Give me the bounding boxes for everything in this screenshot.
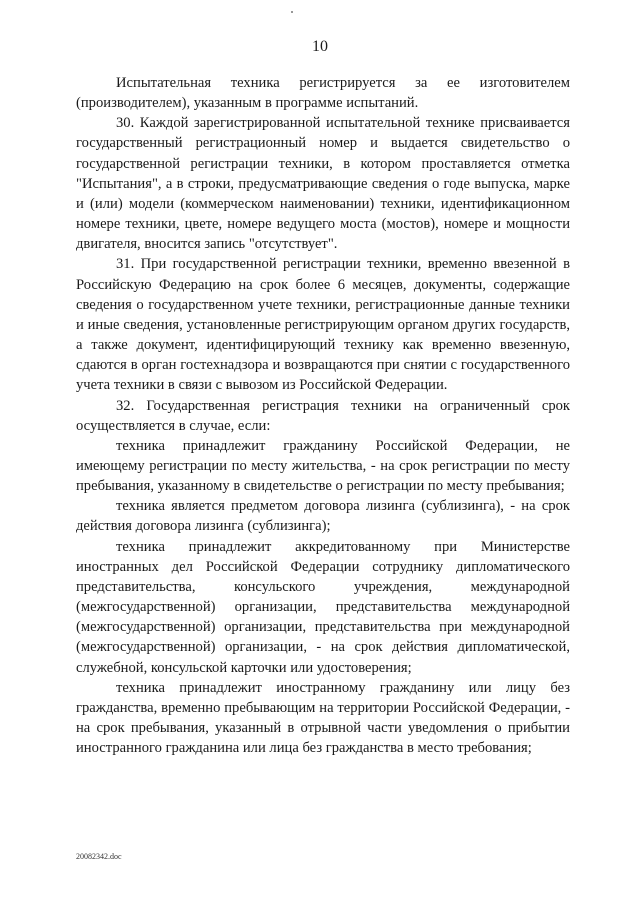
page-number: 10 bbox=[312, 38, 328, 55]
paragraph-leasing-case: техника является предметом договора лизинга (сублизинга), - на срок действия договора лизинга (сублизинга); bbox=[76, 498, 570, 535]
paragraph-citizen-case: техника принадлежит гражданину Российской Федерации, не имеющему регистрации по месту жительства, - на срок регистрации по месту пребывания, указанному в свидетельстве о регистрации по месту пребывания; bbox=[76, 437, 570, 495]
document-body bbox=[76, 73, 570, 758]
paragraph-clause-31: 31. При государственной регистрации техники, временно ввезенной в Российскую Федерацию на срок более 6 месяцев, документы, содержащие сведения о государственном учете техники, регистрационные данные техники и иные сведения, установленные регистрирующим органом других государств, а также документ, идентифицирующий технику как временно ввезенную, сдаются в орган гостехнадзора и возвращаются при снятии с государственного учета техники в связи с вывозом из Российской Федерации. bbox=[76, 256, 570, 394]
paragraph-diplomatic-case: техника принадлежит аккредитованному при Министерстве иностранных дел Российской Федерации сотруднику дипломатического представительства, консульского учреждения, международной (межгосударственной) организации, представительства международной (межгосударственной) организации, представительства при международной (межгосударственной) организации, - на срок действия дипломатической, служебной, консульской карточки или удостоверения; bbox=[76, 538, 570, 676]
scan-speck bbox=[291, 11, 293, 13]
paragraph-foreigner-case: техника принадлежит иностранному гражданину или лицу без гражданства, временно пребывающим на территории Российской Федерации, - на срок пребывания, указанный в отрывной части уведомления о прибытии иностранного гражданина или лица без гражданства в место требования; bbox=[76, 679, 570, 757]
paragraph-test-equipment-owner: Испытательная техника регистрируется за ее изготовителем (производителем), указанным в программе испытаний. bbox=[76, 75, 570, 112]
paragraph-clause-30: 30. Каждой зарегистрированной испытательной технике присваивается государственный регистрационный номер и выдается свидетельство о государственной регистрации техники, в котором проставляется отметка "Испытания", а в строки, предусматривающие сведения о годе выпуска, марке и (или) модели (коммерческом наименовании) техники, идентификационном номере техники, цвете, номере ведущего моста (мостов), номере и мощности двигателя, вносится запись "отсутствует". bbox=[76, 115, 570, 253]
footer-filename: 20082342.doc bbox=[76, 852, 122, 861]
paragraph-clause-32: 32. Государственная регистрация техники на ограниченный срок осуществляется в случае, если: bbox=[76, 397, 570, 434]
